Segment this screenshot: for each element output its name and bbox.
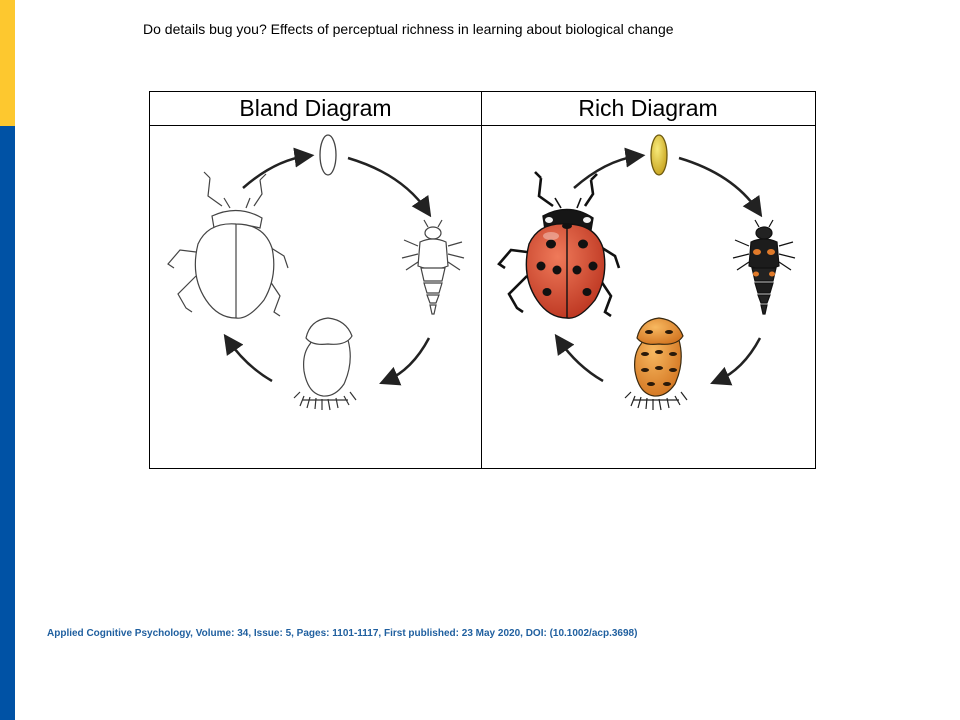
bland-lifecycle-drawing: [150, 126, 481, 468]
larva-icon: [733, 220, 795, 314]
ladybug-icon: [499, 172, 619, 318]
pupa-icon: [294, 318, 356, 410]
rich-lifecycle-drawing: [481, 126, 815, 468]
rich-diagram-panel: [481, 92, 815, 468]
slide-title: Do details bug you? Effects of perceptual richness in learning about biological change: [143, 21, 674, 37]
lifecycle-figure: [149, 91, 816, 469]
bland-diagram-panel: [150, 92, 482, 468]
rich-diagram-heading: Rich Diagram: [481, 92, 815, 126]
beetle-icon: [168, 172, 288, 318]
accent-bar-blue: [0, 126, 15, 720]
bland-diagram-heading: Bland Diagram: [150, 92, 481, 126]
accent-bar-gold: [0, 0, 15, 126]
larva-icon: [402, 220, 464, 314]
citation: Applied Cognitive Psychology, Volume: 34, Issue: 5, Pages: 1101-1117, First published: 23 May 2020, DOI: (10.1002/acp.3698): [47, 628, 638, 639]
egg-icon: [651, 135, 667, 175]
egg-icon: [320, 135, 336, 175]
pupa-icon: [625, 318, 687, 410]
